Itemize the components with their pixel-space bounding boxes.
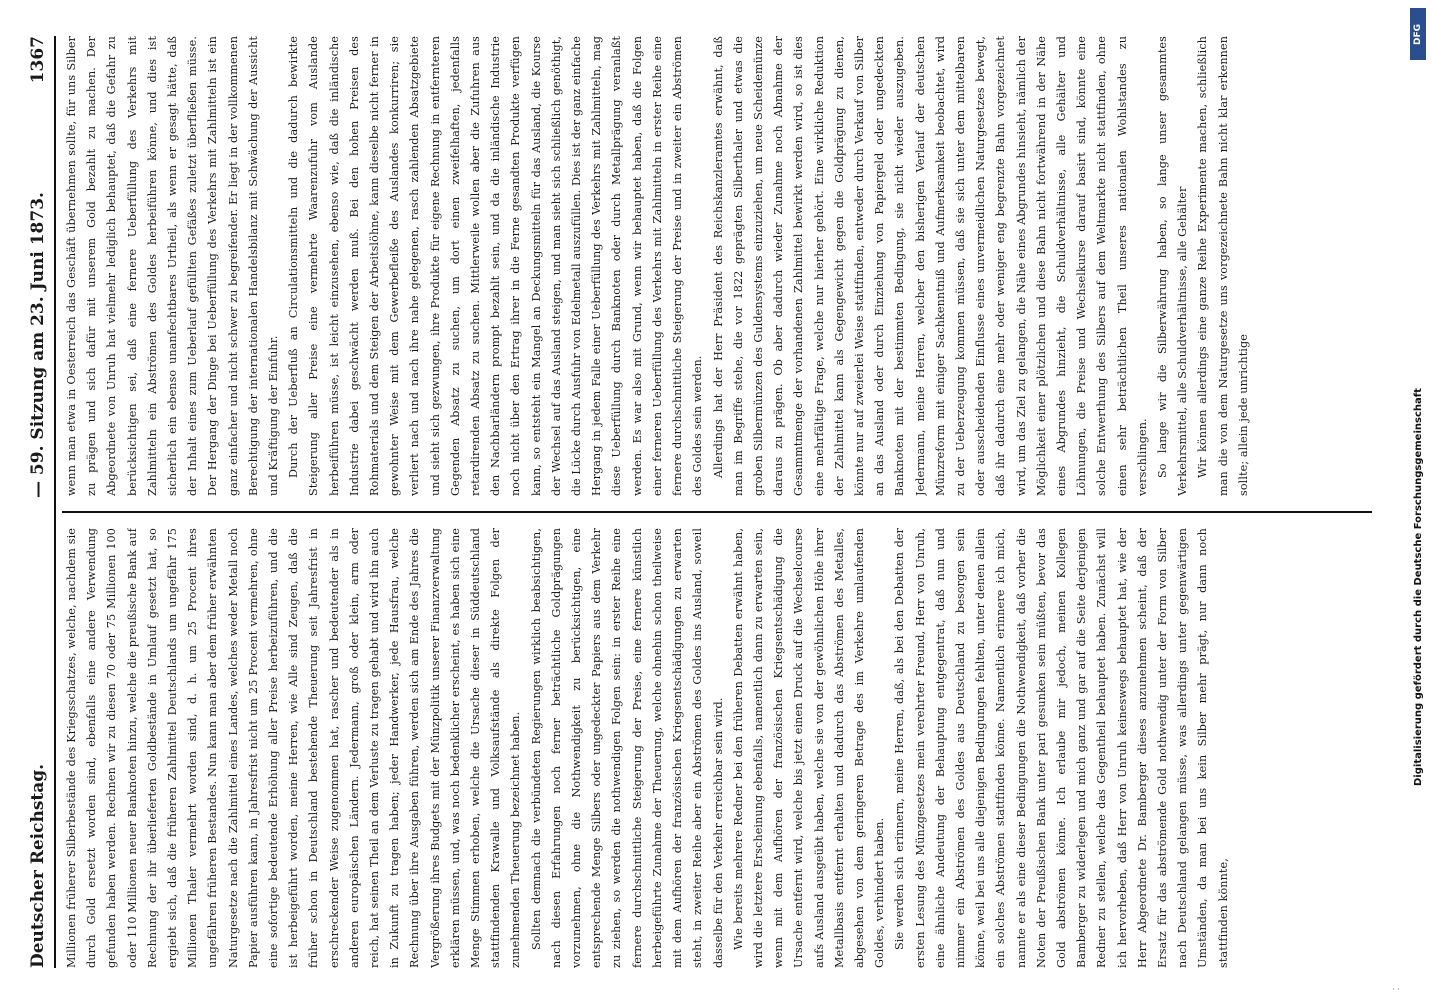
paragraph: Sie werden sich erinnern, meine Herren, daß, als bei den Debatten der ersten Lesung des Münzgesetzes mein verehrter Freund, Herr von Unruh, eine ähnliche Andeutung der Behauptung entgegentrat, daß nun und nimmer ein Abströmen des Goldes aus Deutschland zu besorgen sein könne, weil bei uns alle diejenigen Bedingungen fehlten, unter denen allein ein solches Abströmen stattfinden könne. Namentlich erinnere ich mich, nannte er als eine dieser Bedingungen die Nothwendigkeit, daß vorher die Noten der Preußischen Bank unter pari gesunken sein müßten, bevor das Gold abströmen könne. Ich erlaube mir jedoch, meinen Kollegen Bamberger zu widerlegen und mich ganz und gar auf die Seite derjenigen Redner zu stellen, welche das Gegentheil behauptet haben. Zunächst will ich hervorheben, daß Herr von Unruh keineswegs behauptet hat, wie der Herr Abgeordnete Dr. Bamberger dieses anzunehmen scheint, daß der Ersatz für das abströmende Gold nothwendig unter der Form von Silber nach Deutschland gelangen müsse, was allerdings unter gegenwärtigen Umständen, da man bei uns kein Silber mehr prägt, nur dann noch stattfinden könnte, <box>893 528 1230 968</box>
paragraph: Millionen früherer Silberbestände des Kriegsschatzes, welche, nachdem sie durch Gold ersetzt worden sind, ebenfalls eine andere Verwendung gefunden haben werden. Rechnen wir zu diesen 70 oder 75 Millionen 100 oder 110 Millionen neuer Banknoten hinzu, welche die preußische Bank auf Rechnung der ihr überlieferten Goldbestände in Umlauf gesetzt hat, so ergiebt sich, daß die früheren Zahlmittel Deutschlands um ungefähr 175 Millionen Thaler vermehrt worden sind, d. h. um 25 Procent ihres ungefähren früheren Bestandes. Nun kann man aber dem früher erwähnten Naturgesetze nach die Zahlmittel eines Landes, welches weder Metall noch Papier ausführen kann, in Jahresfrist nicht um 25 Procent vermehren, ohne eine sofortige bedeutende Erhöhung aller Preise herbeizuführen, und die ist herbeigeführt worden, meine Herren, wie Alle sind Zeugen, daß die früher schon in Deutschland bestehende Theuerung seit Jahresfrist in erschreckender Weise zugenommen hat, rascher und bedeutender als in anderen europäischen Ländern. Jedermann, groß oder klein, arm oder reich, hat seinen Theil an dem Verluste zu tragen gehabt und wird ihn auch in Zukunft zu tragen haben; jeder Handwerker, jede Hausfrau, welche Rechnung über ihre Ausgaben führen, werden sich am Ende des Jahres die Vergrößerung ihres Budgets mit der Münzpolitik unserer Finanzverwaltung erklären müssen, und, was noch bedenklicher erscheint, es haben sich eine Menge Stimmen erhoben, welche die Ursache dieser in Süddeutschland stattfindenden Krawalle und Volksaufstände als direkte Folgen der zunehmenden Theuerung bezeichnet haben. <box>65 528 523 968</box>
credit-text: Digitalisierung gefördert durch die Deutsche Forschungsgemeinschaft <box>1413 388 1424 786</box>
paragraph: So lange wir die Silberwährung haben, so lange unser gesammtes Verkehrsmittel, alle Schuldverhältnisse, alle Gehälter <box>1155 36 1190 496</box>
page-number: 1367 <box>28 36 48 84</box>
paragraph: Wie bereits mehrere Redner bei den früheren Debatten erwähnt haben, wird die letztere Erscheinung ebenfalls, namentlich dann zu erwarten sein, wenn mit dem Aufhören der französischen Kriegsentschädigung die Ursache entfernt wird, welche bis jetzt einen Druck auf die Wechselcourse aufs Ausland ausgeübt haben, welche sie von der gewöhnlichen Höhe ihrer Metallbasis entfernt erhalten und dadurch das Abströmen des Metalles, abgesehen von dem geringeren Betrage des im Verkehre umlaufenden Goldes, verhindert haben. <box>731 528 887 968</box>
scanned-page-area <box>16 22 1386 982</box>
scan-specks: · · <box>1392 985 1400 994</box>
dfg-logo: DFG <box>1410 8 1426 60</box>
paragraph: Sollten demnach die verbündeten Regierungen wirklich beabsichtigen, nach diesen Erfahrungen noch ferner beträchtliche Goldprägungen vorzunehmen, ohne die Nothwendigkeit zu berücksichtigen, eine entsprechende Menge Silbers oder ungedeckter Papiers aus dem Verkehr zu ziehen, so werden die nothwendigen Folgen sein: in erster Reihe eine fernere durchschnittliche Steigerung der Preise, eine fernere künstlich herbeigeführte Zunahme der Theuerung, welche ohnehin schon theilweise mit dem Aufhören der französischen Kriegsentschädigungen zu erwarten steht, in zweiter Reihe aber ein Abströmen des Goldes ins Ausland, soweil dasselbe für den Verkehr erreichbar sein wird. <box>529 528 725 968</box>
newspaper-page <box>16 22 1386 982</box>
session-date: — 59. Sitzung am 23. Juni 1873. <box>28 192 48 498</box>
running-header <box>24 36 56 968</box>
text-column-right <box>62 36 1372 496</box>
paragraph: Durch der Ueberfluß an Circulationsmitteln und die dadurch bewirkte Steigerung aller Preise eine vermehrte Waarenzufuhr vom Auslande herbeiführen müsse, ist leicht einzusehen, ebenso wie, daß die inländische Industrie dabei geschwächt werden muß. Bei den hohen Preisen des Rohmaterials und dem Steigen der Arbeitslöhne, kann dieselbe nicht ferner in gewohnter Weise mit dem Gewerbefleiße des Auslandes konkurriren; sie verliert nach und nach ihre nahe gelegenen, rasch zahlenden Absatzgebiete und sieht sich gezwungen, ihre Produkte für eigene Rechnung in entfernteren Gegenden Absatz zu suchen, um dort einen zweifelhaften, jedenfalls retardirenden Absatz zu suchen. Mittlerweile wollen aber die Zufuhren aus den Nachbarländern prompt bezahlt sein, und da die inländische Industrie noch nicht über den Ertrag ihrer in die Ferne gesandten Produkte verfügen kann, so entsteht ein Mangel an Deckungsmitteln für das Ausland, die Kourse der Wechsel auf das Ausland steigen, und man sieht sich schließlich genöthigt, die Lücke durch Ausfuhr von Edelmetall auszufüllen. Dies ist der ganz einfache Hergang in jedem Falle einer Ueberfüllung des Verkehrs mit Zahlmitteln, mag diese Ueberfüllung durch Banknoten oder durch Metallprägung veranlaßt werden. Es war also mit Grund, wenn wir behauptet haben, daß die Folgen einer ferneren Ueberfüllung des Verkehrs mit Zahlmitteln in erster Reihe eine fernere durchschnittliche Steigerung der Preise und in zweiter ein Abströmen des Goldes sein werden. <box>287 36 705 496</box>
paragraph: Allerdings hat der Herr Präsident des Reichskanzleramtes erwähnt, daß man im Begriffe stehe, die vor 1822 geprägten Silberthaler und etwas die groben Silbermünzen des Guldensystems einzuziehen, um neue Scheidemünze daraus zu prägen. Ob aber dadurch wieder Zunahme noch Abnahme der Gesammtmenge der vorhandenen Zahlmittel bewirkt werden wird, so ist dies eine mehrfältige Frage, welche nur hierher gehört. Eine wirkliche Reduktion der Zahlmittel kann als Gegengewicht gegen die Goldprägung zu dienen, könnte nur auf zweierlei Weise stattfinden, entweder durch Verkauf von Silber an das Ausland oder durch Einziehung von Papiergeld oder ungedeckten Banknoten mit der bestimmten Bedingung, sie nicht wieder auszugeben. Jedermann, meine Herren, welcher den bisherigen Verlauf der deutschen Münzreform mit einiger Sachkenntniß und Aufmerksamkeit beobachtet, wird zu der Ueberzeugung kommen müssen, daß sie sich unter dem mittelbaren oder ausscheidenden Einflusse eines unvermeidlichen Naturgesetzes bewegt, daß ihr dadurch eine mehr oder weniger eng begrenzte Bahn vorgezeichnet wird, um das Ziel zu gelangen, die Nähe eines Abgrundes hinsieht, nämlich der Möglichkeit einer plötzlichen und diese Bahn nicht fortwährend in der Nähe eines Abgrundes hinzieht, die Schuldverhältnisse, alle Gehälter und Löhnungen, die Preise und Wechselkurse darauf basirt sind, könnte eine solche Entwerthung des Silbers auf dem Weltmarkte nicht stattfinden, ohne einen sehr beträchtlichen Theil unseres nationalen Wohlstandes zu verschlingen. <box>711 36 1149 496</box>
publication-title: Deutscher Reichstag. <box>28 763 48 968</box>
paragraph: wenn man etwa in Oesterreich das Geschäft übernehmen sollte, für uns Silber zu prägen und sich dafür mit unserem Gold bezahlt zu machen. Der Abgeordnete von Unruh hat vielmehr lediglich behauptet, daß die Gefahr zu berücksichtigen sei, daß eine fernere Ueberfüllung des Verkehrs mit Zahlmitteln ein Abströmen des Goldes herbeiführen könne, und dies ist sicherlich ein ebenso unanfechtbares Urtheil, als wenn er gesagt hätte, daß der Inhalt eines zum Ueberlauf gefüllten Gefäßes zuletzt überfließen müsse. Der Hergang der Dinge bei Ueberfüllung des Verkehrs mit Zahlmitteln ist ein ganz einfacher und nicht schwer zu begreifender. Er liegt in der vollkommenen Berechtigung der internationalen Handelsbilanz mit Schwächung der Aussicht und Kräftigung der Einfuhr. <box>65 36 281 496</box>
column-divider <box>62 511 1372 513</box>
text-column-left <box>62 528 1372 968</box>
digitization-credit <box>1410 8 1428 788</box>
paragraph: Wir können allerdings eine ganze Reihe Experimente machen, schließlich man die von dem Naturgesetze uns vorgezeichnete Bahn nicht klar erkennen sollte; allein jede unrichtige <box>1196 36 1250 496</box>
